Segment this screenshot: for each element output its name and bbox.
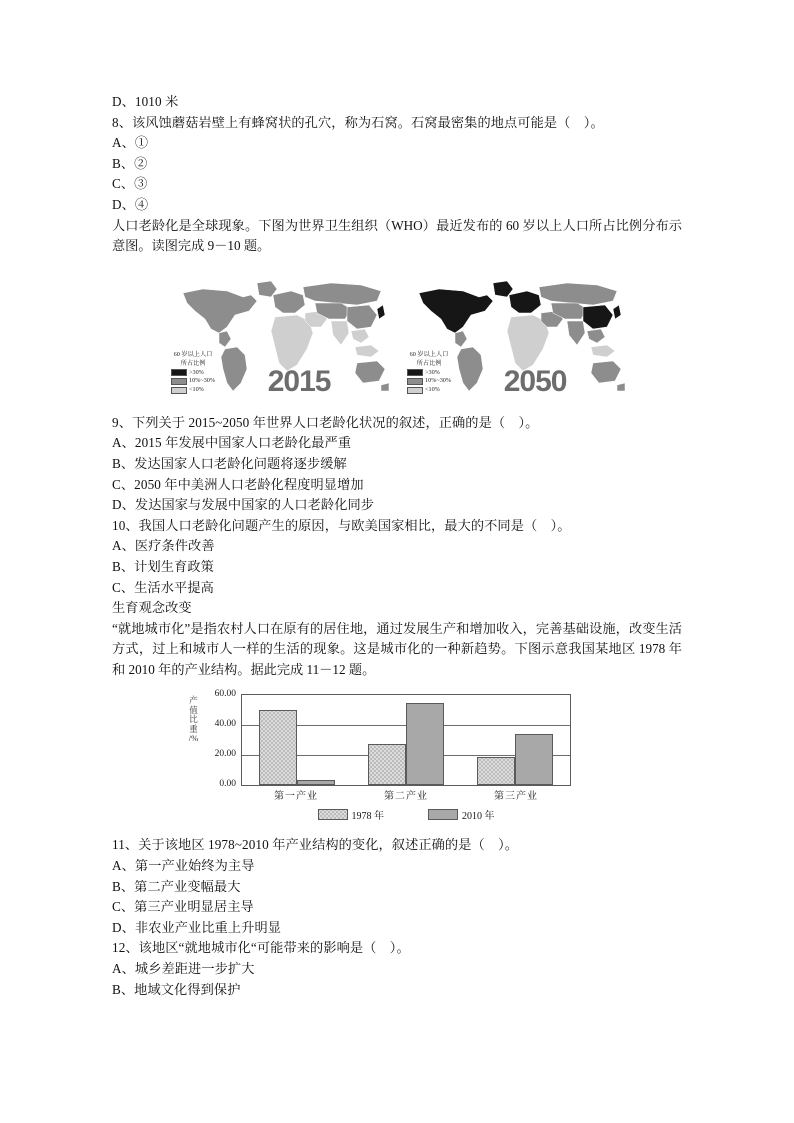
legend-swatch-mid-icon-2050 — [407, 378, 423, 385]
question-10-option-b: B、计划生育政策 — [112, 558, 214, 574]
map-panel-2050 — [401, 271, 629, 401]
question-12-option-a: A、城乡差距进一步扩大 — [112, 961, 255, 977]
question-8-stem: 8、该风蚀蘑菇岩壁上有蜂窝状的孔穴，称为石窝。石窝最密集的地点可能是（ ）。 — [112, 114, 604, 130]
passage-aging-intro: 人口老龄化是全球现象。下图为世界卫生组织（WHO）最近发布的 60 岁以上人口所占比例分布示意图。读图完成 9－10 题。 — [112, 217, 682, 254]
industry-structure-chart — [187, 690, 607, 825]
chart-legend-item-2010 — [428, 807, 495, 822]
question-12-stem: 12、该地区“就地城市化“可能带来的影响是（ ）。 — [112, 940, 410, 956]
map-legend-title-line1-2050: 60 岁以上人口 — [409, 351, 449, 359]
map-panel-2015 — [165, 271, 393, 401]
legend-swatch-mid-icon — [171, 378, 187, 385]
chart-x-axis-labels — [241, 787, 571, 802]
question-11-stem: 11、关于该地区 1978~2010 年产业结构的变化，叙述正确的是（ ）。 — [112, 837, 519, 853]
question-9-option-c: C、2050 年中美洲人口老龄化程度明显增加 — [112, 476, 364, 492]
bar-secondary-2010 — [406, 703, 444, 786]
y-tick-20: 20.00 — [214, 749, 236, 760]
legend-label-2010: 2010 年 — [462, 811, 495, 823]
question-8-option-b: B、② — [112, 155, 148, 171]
y-axis-label-char-2: 值 — [189, 704, 198, 715]
question-9-option-a: A、2015 年发展中国家人口老龄化最严重 — [112, 435, 352, 451]
map-legend-title-line2: 所占比例 — [180, 359, 206, 367]
legend-swatch-1978-icon — [318, 809, 348, 820]
bar-group-tertiary — [461, 695, 570, 785]
industry-structure-chart-figure — [112, 690, 682, 825]
legend-swatch-low-icon-2050 — [407, 387, 423, 394]
map-legend-item-low-2050 — [407, 386, 451, 394]
x-label-secondary: 第二产业 — [384, 791, 428, 803]
y-tick-60: 60.00 — [214, 689, 236, 700]
map-legend-item-high-2050 — [407, 369, 451, 377]
question-11-option-c: C、第三产业明显居主导 — [112, 899, 254, 915]
chart-y-axis-ticks — [199, 690, 239, 790]
legend-label-mid: 10%~30% — [189, 377, 216, 385]
chart-legend-item-1978 — [318, 807, 385, 822]
legend-swatch-high-icon — [171, 369, 187, 376]
question-10-option-c: C、生活水平提高 — [112, 579, 214, 595]
map-legend-title-line1: 60 岁以上人口 — [173, 351, 213, 359]
bar-secondary-1978 — [368, 744, 406, 785]
legend-label-1978: 1978 年 — [351, 811, 384, 823]
question-9-stem: 9、下列关于 2015~2050 年世界人口老龄化状况的叙述，正确的是（ ）。 — [112, 414, 539, 430]
passage-insitu-urbanization: “就地城市化”是指农村人口在原有的居住地，通过发展生产和增加收入，完善基础设施，改变生活方式，过上和城市人一样的生活的现象。这是城市化的一种新趋势。下图示意我国某地区 1978 年和 2010 年的产业结构。据此完成 11－12 题。 — [112, 620, 682, 677]
question-10-stem: 10、我国人口老龄化问题产生的原因，与欧美国家相比，最大的不同是（ ）。 — [112, 517, 571, 533]
y-axis-label-char-4: 重 — [189, 723, 198, 734]
question-9-option-b: B、发达国家人口老龄化问题将逐步缓解 — [112, 455, 347, 471]
map-legend-2015 — [171, 351, 215, 395]
map-legend-item-mid-2050 — [407, 377, 451, 385]
y-tick-0: 0.00 — [219, 779, 236, 790]
map-legend-title-line2-2050: 所占比例 — [416, 359, 442, 367]
legend-label-high: >30% — [189, 368, 204, 376]
map-year-label-2015: 2015 — [267, 364, 331, 398]
option-line: D、1010 米 — [112, 94, 179, 109]
question-10-option-d: 生育观念改变 — [112, 600, 192, 616]
map-legend-item-low — [171, 386, 215, 394]
legend-swatch-low-icon — [171, 387, 187, 394]
y-tick-40: 40.00 — [214, 719, 236, 730]
bar-tertiary-1978 — [477, 757, 515, 786]
question-8-option-d: D、④ — [112, 196, 149, 212]
question-11-option-a: A、第一产业始终为主导 — [112, 858, 255, 874]
bar-primary-2010 — [297, 780, 335, 785]
legend-swatch-2010-icon — [428, 809, 458, 820]
bar-group-primary — [242, 695, 351, 785]
map-legend-item-high — [171, 369, 215, 377]
legend-swatch-high-icon-2050 — [407, 369, 423, 376]
world-aging-maps-figure — [112, 271, 682, 401]
y-axis-label-char-5: /% — [188, 733, 199, 744]
chart-bar-groups — [242, 695, 570, 785]
bar-tertiary-2010 — [515, 734, 553, 785]
question-9-option-d: D、发达国家与发展中国家的人口老龄化同步 — [112, 497, 375, 513]
y-axis-label-char-1: 产 — [189, 695, 198, 706]
question-8-option-c: C、③ — [112, 176, 148, 192]
legend-label-low-2050: <10% — [425, 386, 440, 394]
map-year-label-2050: 2050 — [503, 364, 567, 398]
map-legend-item-mid — [171, 377, 215, 385]
y-axis-label-char-3: 比 — [189, 714, 198, 725]
x-label-tertiary: 第三产业 — [494, 791, 538, 803]
question-10-option-a: A、医疗条件改善 — [112, 538, 215, 554]
bar-group-secondary — [351, 695, 460, 785]
map-legend-2050 — [407, 351, 451, 395]
x-label-primary: 第一产业 — [274, 791, 318, 803]
bar-primary-1978 — [259, 710, 297, 786]
legend-label-mid-2050: 10%~30% — [425, 377, 452, 385]
question-12-option-b: B、地域文化得到保护 — [112, 981, 241, 997]
question-11-option-d: D、非农业产业比重上升明显 — [112, 919, 282, 935]
chart-plot-area — [241, 694, 571, 786]
legend-label-low: <10% — [189, 386, 204, 394]
chart-legend — [241, 807, 571, 822]
question-8-option-a: A、① — [112, 135, 149, 151]
question-11-option-b: B、第二产业变幅最大 — [112, 878, 241, 894]
legend-label-high-2050: >30% — [425, 368, 440, 376]
